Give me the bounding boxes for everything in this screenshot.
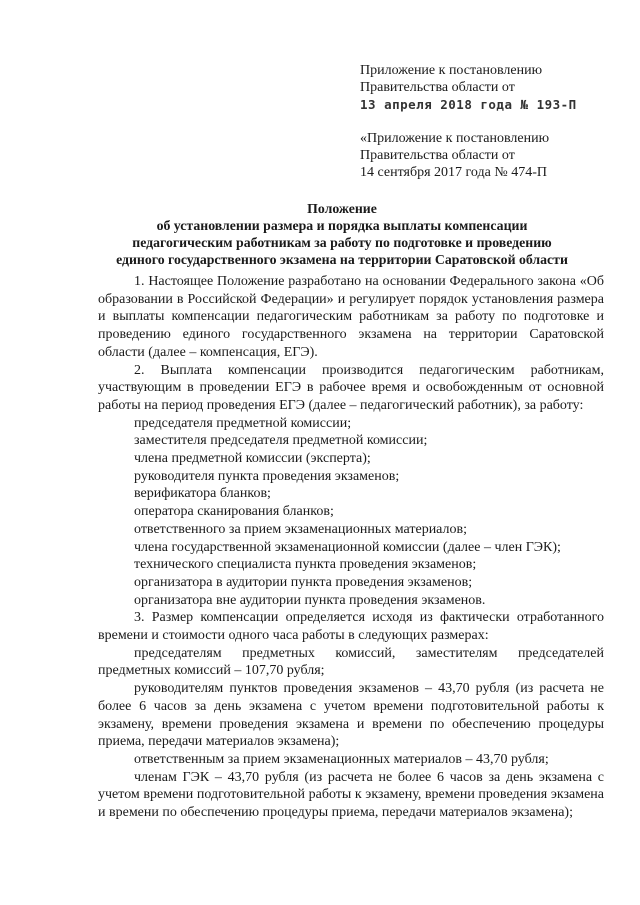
document-heading (80, 200, 604, 268)
list-item: организатора в аудитории пункта проведения экзаменов; (134, 574, 473, 590)
paragraph-1: 1. Настоящее Положение разработано на основании Федерального закона «Об образовании в Российской Федерации» и регулирует порядок установления размера и выплаты компенсации педагогическим работникам за работу по подготовке и проведению единого государственного экзамена на территории Саратовской области (далее – компенсация, ЕГЭ). (98, 274, 604, 360)
document-subtitle-line: единого государственного экзамена на территории Саратовской области (116, 252, 568, 267)
appendix-original-date: 14 сентября 2017 года № 474-П (360, 165, 547, 180)
rate-item: председателям предметных комиссий, заместителям председателей предметных комиссий – 107,70 рубля; (98, 645, 604, 679)
rate-item: руководителям пунктов проведения экзаменов – 43,70 рубля (из расчета не более 6 часов за день экзамена с учетом времени подготовительной работы к экзамену, времени проведения экзамена и времени по обеспечению процедуры приема, передачи материалов экзамена); (98, 681, 604, 750)
paragraph-2: 2. Выплата компенсации производится педагогическим работникам, участвующим в проведении ЕГЭ в рабочее время и освобожденным от основной работы на период проведения ЕГЭ (далее – педагогический работник), за работу: (98, 362, 604, 413)
document-subtitle-line: педагогическим работникам за работу по подготовке и проведению (132, 235, 552, 250)
list-item: технического специалиста пункта проведения экзаменов; (134, 557, 477, 573)
list-item: члена предметной комиссии (эксперта); (134, 451, 371, 467)
list-item: ответственного за прием экзаменационных материалов; (134, 521, 468, 537)
list-item: оператора сканирования бланков; (134, 504, 334, 520)
list-item: верификатора бланков; (134, 486, 271, 502)
rate-item: членам ГЭК – 43,70 рубля (из расчета не более 6 часов за день экзамена с учетом времени подготовительной работы к экзамену, времени проведения экзамена и времени по обеспечению процедуры приема, передачи материалов экзамена); (98, 769, 604, 821)
appendix-stamp-line: Приложение к постановлению (360, 63, 543, 78)
appendix-original-line: «Приложение к постановлению (360, 131, 550, 146)
document-body (98, 273, 604, 822)
rate-item: ответственным за прием экзаменационных материалов – 43,70 рубля; (134, 751, 549, 767)
appendix-stamp-line: Правительства области от (360, 80, 515, 95)
list-item: организатора вне аудитории пункта проведения экзаменов. (134, 592, 486, 608)
list-item: руководителя пункта проведения экзаменов; (134, 468, 400, 484)
paragraph-3: 3. Размер компенсации определяется исходя из фактически отработанного времени и стоимости одного часа работы в следующих размерах: (98, 610, 604, 644)
document-subtitle-line: об установлении размера и порядка выплаты компенсации (156, 218, 528, 233)
appendix-original-line: Правительства области от (360, 148, 515, 163)
appendix-original-block (360, 130, 620, 181)
appendix-stamp-block (360, 62, 620, 113)
list-item: председателя предметной комиссии; (134, 415, 352, 431)
appendix-stamp-date: 13 апреля 2018 года № 193-П (360, 97, 577, 112)
document-title: Положение (307, 201, 377, 216)
list-item: заместителя председателя предметной комиссии; (134, 433, 428, 449)
list-item: члена государственной экзаменационной комиссии (далее – член ГЭК); (134, 539, 561, 555)
